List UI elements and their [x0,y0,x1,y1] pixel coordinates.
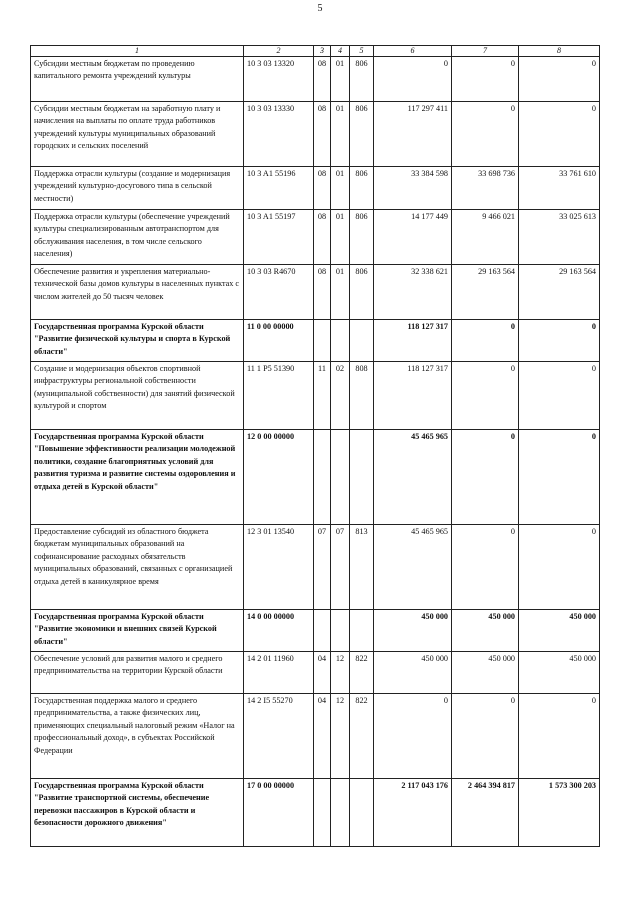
target-code-cell: 17 0 00 00000 [244,779,314,847]
amount-year3-cell: 33 025 613 [519,210,600,265]
target-code-cell: 10 3 03 R4670 [244,265,314,320]
amount-year2-cell: 29 163 564 [452,265,519,320]
amount-year3-cell: 0 [519,694,600,779]
table-row [31,652,600,694]
program-row [31,320,600,362]
expense-type-cell [350,320,374,362]
subsection-cell: 07 [331,525,350,610]
item-name-cell: Обеспечение условий для развития малого и среднего предпринимательства на территории Курской области [31,652,244,694]
amount-year2-cell: 9 466 021 [452,210,519,265]
amount-year1-cell: 117 297 411 [374,102,452,167]
amount-year2-cell: 0 [452,525,519,610]
amount-year3-cell: 0 [519,57,600,102]
program-row [31,430,600,525]
table-row [31,265,600,320]
subsection-cell [331,320,350,362]
column-header: 5 [350,46,374,57]
amount-year1-cell: 118 127 317 [374,362,452,430]
target-code-cell: 11 0 00 00000 [244,320,314,362]
amount-year1-cell: 2 117 043 176 [374,779,452,847]
amount-year1-cell: 118 127 317 [374,320,452,362]
column-header: 2 [244,46,314,57]
table-row [31,210,600,265]
table-row [31,102,600,167]
amount-year2-cell: 0 [452,694,519,779]
page-number: 5 [317,3,323,14]
subsection-cell: 01 [331,210,350,265]
section-cell: 08 [314,167,331,210]
amount-year1-cell: 33 384 598 [374,167,452,210]
section-cell: 08 [314,102,331,167]
subsection-cell: 01 [331,265,350,320]
section-cell: 08 [314,265,331,320]
amount-year1-cell: 450 000 [374,652,452,694]
amount-year2-cell: 33 698 736 [452,167,519,210]
amount-year1-cell: 14 177 449 [374,210,452,265]
target-code-cell: 11 1 P5 51390 [244,362,314,430]
item-name-cell: Государственная поддержка малого и среднего предпринимательства, а также физических лиц, применяющих специальный налоговый режим «Налог на профессиональный доход», в субъектах Российской Федерации [31,694,244,779]
subsection-cell [331,430,350,525]
amount-year2-cell: 0 [452,430,519,525]
table-row [31,167,600,210]
amount-year1-cell: 45 465 965 [374,525,452,610]
section-cell [314,610,331,652]
section-cell [314,430,331,525]
column-header: 6 [374,46,452,57]
table-row [31,362,600,430]
item-name-cell: Субсидии местным бюджетам на заработную плату и начисления на выплаты по оплате труда работников учреждений культуры муниципальных образований городских и сельских поселений [31,102,244,167]
target-code-cell: 10 3 03 13320 [244,57,314,102]
item-name-cell: Предоставление субсидий из областного бюджета бюджетам муниципальных образований на софинансирование расходных обязательств муниципальных образований, связанных с организацией отдыха детей в каникулярное время [31,525,244,610]
target-code-cell: 14 2 01 11960 [244,652,314,694]
amount-year1-cell: 450 000 [374,610,452,652]
expense-type-cell: 806 [350,102,374,167]
program-row [31,779,600,847]
amount-year2-cell: 450 000 [452,610,519,652]
subsection-cell: 01 [331,57,350,102]
expense-type-cell: 806 [350,210,374,265]
expense-type-cell: 813 [350,525,374,610]
subsection-cell [331,610,350,652]
column-header: 4 [331,46,350,57]
section-cell [314,320,331,362]
amount-year3-cell: 450 000 [519,610,600,652]
column-header: 1 [31,46,244,57]
amount-year2-cell: 2 464 394 817 [452,779,519,847]
section-cell: 08 [314,210,331,265]
item-name-cell: Государственная программа Курской области "Повышение эффективности реализации молодежной политики, создание благоприятных условий для развития туризма и развитие системы оздоровления и отдыха детей в Курской области" [31,430,244,525]
amount-year3-cell: 450 000 [519,652,600,694]
expense-type-cell: 806 [350,167,374,210]
subsection-cell: 02 [331,362,350,430]
expense-type-cell: 808 [350,362,374,430]
amount-year3-cell: 0 [519,320,600,362]
amount-year1-cell: 0 [374,57,452,102]
target-code-cell: 10 3 A1 55196 [244,167,314,210]
amount-year3-cell: 0 [519,430,600,525]
amount-year1-cell: 45 465 965 [374,430,452,525]
amount-year3-cell: 0 [519,525,600,610]
item-name-cell: Поддержка отрасли культуры (создание и модернизация учреждений культурно-досугового типа в сельской местности) [31,167,244,210]
amount-year3-cell: 29 163 564 [519,265,600,320]
subsection-cell: 01 [331,102,350,167]
expense-type-cell: 806 [350,265,374,320]
budget-table [30,45,600,847]
expense-type-cell: 822 [350,652,374,694]
amount-year2-cell: 0 [452,362,519,430]
amount-year2-cell: 0 [452,102,519,167]
amount-year1-cell: 32 338 621 [374,265,452,320]
section-cell: 08 [314,57,331,102]
section-cell: 04 [314,694,331,779]
target-code-cell: 12 0 00 00000 [244,430,314,525]
amount-year2-cell: 0 [452,57,519,102]
subsection-cell: 12 [331,652,350,694]
target-code-cell: 10 3 A1 55197 [244,210,314,265]
expense-type-cell: 822 [350,694,374,779]
target-code-cell: 10 3 03 13330 [244,102,314,167]
item-name-cell: Государственная программа Курской области "Развитие физической культуры и спорта в Курской области" [31,320,244,362]
target-code-cell: 12 3 01 13540 [244,525,314,610]
expense-type-cell [350,610,374,652]
column-number-row [31,46,600,57]
amount-year2-cell: 0 [452,320,519,362]
subsection-cell [331,779,350,847]
item-name-cell: Обеспечение развития и укрепления материально-технической базы домов культуры в населенных пунктах с числом жителей до 50 тысяч человек [31,265,244,320]
item-name-cell: Создание и модернизация объектов спортивной инфраструктуры региональной собственности (муниципальной собственности) для занятий физической культурой и спортом [31,362,244,430]
expense-type-cell [350,430,374,525]
expense-type-cell: 806 [350,57,374,102]
section-cell: 11 [314,362,331,430]
section-cell: 04 [314,652,331,694]
table-row [31,57,600,102]
section-cell [314,779,331,847]
amount-year3-cell: 0 [519,362,600,430]
amount-year1-cell: 0 [374,694,452,779]
column-header: 7 [452,46,519,57]
item-name-cell: Государственная программа Курской области "Развитие транспортной системы, обеспечение перевозки пассажиров в Курской области и безопасности дорожного движения" [31,779,244,847]
target-code-cell: 14 2 I5 55270 [244,694,314,779]
subsection-cell: 12 [331,694,350,779]
column-header: 3 [314,46,331,57]
item-name-cell: Субсидии местным бюджетам по проведению капитального ремонта учреждений культуры [31,57,244,102]
item-name-cell: Поддержка отрасли культуры (обеспечение учреждений культуры специализированным автотранспортом для обслуживания населения, в том числе сельского населения) [31,210,244,265]
column-header: 8 [519,46,600,57]
target-code-cell: 14 0 00 00000 [244,610,314,652]
program-row [31,610,600,652]
item-name-cell: Государственная программа Курской области "Развитие экономики и внешних связей Курской области" [31,610,244,652]
amount-year3-cell: 1 573 300 203 [519,779,600,847]
amount-year3-cell: 0 [519,102,600,167]
amount-year2-cell: 450 000 [452,652,519,694]
table-row [31,694,600,779]
expense-type-cell [350,779,374,847]
subsection-cell: 01 [331,167,350,210]
table-row [31,525,600,610]
amount-year3-cell: 33 761 610 [519,167,600,210]
section-cell: 07 [314,525,331,610]
